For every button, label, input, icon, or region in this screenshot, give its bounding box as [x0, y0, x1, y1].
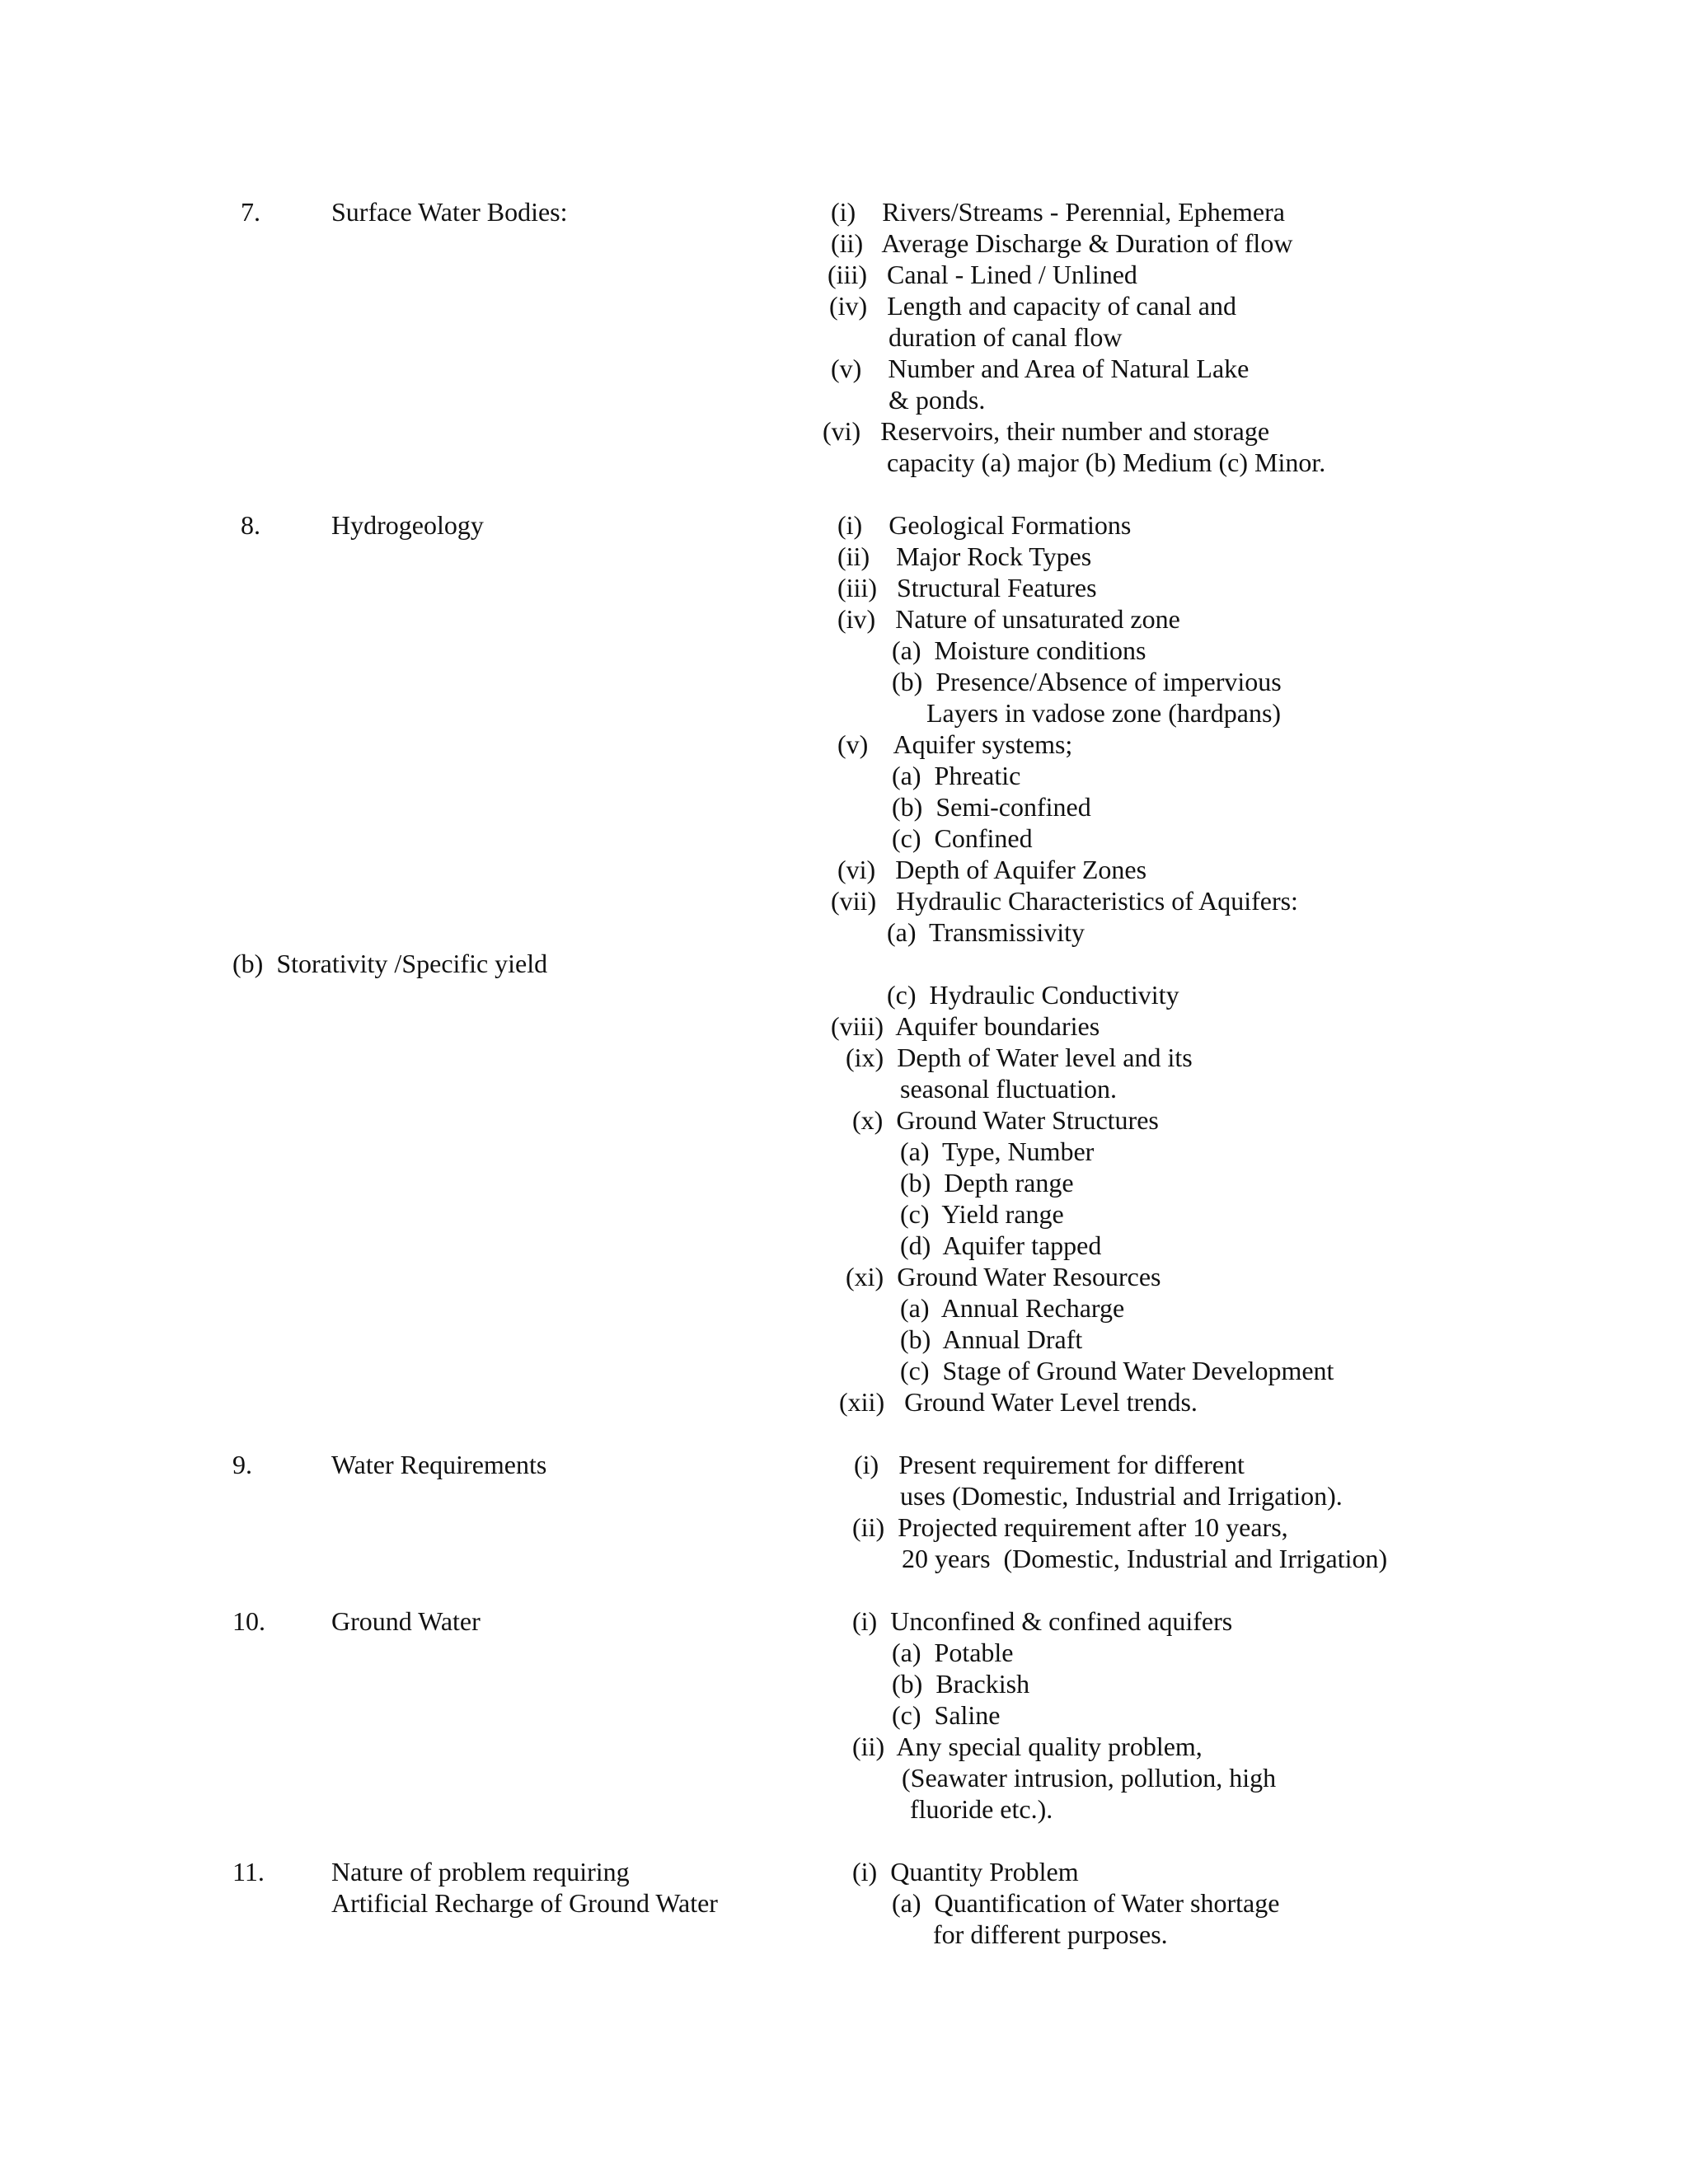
list-item: 20 years (Domestic, Industrial and Irrigation) [902, 1544, 1388, 1573]
list-item: (ii) Average Discharge & Duration of flow [831, 228, 1293, 258]
list-item: (a) Quantification of Water shortage [892, 1888, 1280, 1918]
list-item: (ii) Any special quality problem, [852, 1732, 1203, 1761]
list-item: (a) Potable [892, 1638, 1014, 1667]
list-item: (a) Transmissivity [887, 917, 1085, 947]
list-item: duration of canal flow [889, 322, 1123, 352]
list-item: (ix) Depth of Water level and its [846, 1043, 1193, 1072]
list-item: (b) Semi-confined [892, 792, 1091, 822]
list-item: (b) Annual Draft [900, 1324, 1083, 1354]
list-item: & ponds. [889, 385, 986, 415]
list-item: (i) Unconfined & confined aquifers [852, 1606, 1233, 1636]
list-item: (i) Geological Formations [837, 510, 1132, 540]
list-item: for different purposes. [933, 1919, 1168, 1949]
list-item: (viii) Aquifer boundaries [831, 1011, 1100, 1041]
list-item: (iv) Nature of unsaturated zone [837, 604, 1180, 634]
list-item: (vi) Depth of Aquifer Zones [837, 855, 1147, 884]
section-7-title: Surface Water Bodies: [331, 197, 568, 227]
list-item: uses (Domestic, Industrial and Irrigation). [900, 1481, 1343, 1511]
section-10-number: 10. [232, 1606, 265, 1636]
list-item: (c) Saline [892, 1700, 1001, 1730]
list-item: (ii) Major Rock Types [837, 541, 1092, 571]
list-item: (a) Annual Recharge [900, 1293, 1125, 1323]
list-item: (i) Quantity Problem [852, 1857, 1079, 1886]
list-item: (b) Brackish [892, 1669, 1030, 1699]
list-item: (a) Moisture conditions [892, 635, 1146, 665]
list-item: (iii) Canal - Lined / Unlined [828, 260, 1137, 289]
list-item: (x) Ground Water Structures [852, 1105, 1159, 1135]
list-item: (b) Depth range [900, 1168, 1074, 1197]
list-item: (c) Stage of Ground Water Development [900, 1356, 1334, 1385]
list-item: (xii) Ground Water Level trends. [839, 1387, 1198, 1417]
list-item: seasonal fluctuation. [900, 1074, 1118, 1104]
list-item: (vi) Reservoirs, their number and storage [823, 416, 1270, 446]
list-item: (vii) Hydraulic Characteristics of Aquifers: [831, 886, 1298, 916]
list-item: (Seawater intrusion, pollution, high [902, 1763, 1277, 1793]
list-item: (c) Hydraulic Conductivity [887, 980, 1179, 1010]
list-item: (a) Type, Number [900, 1137, 1095, 1166]
list-item: (ii) Projected requirement after 10 years, [852, 1512, 1288, 1542]
list-item: (v) Number and Area of Natural Lake [831, 354, 1250, 383]
list-item: (i) Rivers/Streams - Perennial, Ephemera [831, 197, 1285, 227]
section-11-title-line-1: Nature of problem requiring [331, 1857, 630, 1886]
list-item: (b) Presence/Absence of impervious [892, 667, 1282, 696]
list-item: (a) Phreatic [892, 761, 1021, 790]
section-10-title: Ground Water [331, 1606, 481, 1636]
list-item: fluoride etc.). [910, 1794, 1053, 1824]
list-item: (i) Present requirement for different [854, 1450, 1245, 1479]
section-11-title-line-2: Artificial Recharge of Ground Water [331, 1888, 718, 1918]
section-9-number: 9. [232, 1450, 252, 1479]
list-item: Layers in vadose zone (hardpans) [926, 698, 1282, 728]
list-item: (iv) Length and capacity of canal and [829, 291, 1236, 321]
list-item: (xi) Ground Water Resources [846, 1262, 1161, 1291]
list-item: (c) Confined [892, 823, 1033, 853]
list-item: (iii) Structural Features [837, 573, 1097, 602]
list-item: capacity (a) major (b) Medium (c) Minor. [887, 448, 1326, 477]
list-item: (d) Aquifer tapped [900, 1230, 1102, 1260]
section-9-title: Water Requirements [331, 1450, 547, 1479]
section-11-number: 11. [232, 1857, 265, 1886]
list-item-misplaced: (b) Storativity /Specific yield [232, 949, 548, 978]
section-8-number: 8. [241, 510, 260, 540]
list-item: (c) Yield range [900, 1199, 1064, 1229]
section-8-title: Hydrogeology [331, 510, 484, 540]
section-7-number: 7. [241, 197, 260, 227]
list-item: (v) Aquifer systems; [837, 729, 1073, 759]
